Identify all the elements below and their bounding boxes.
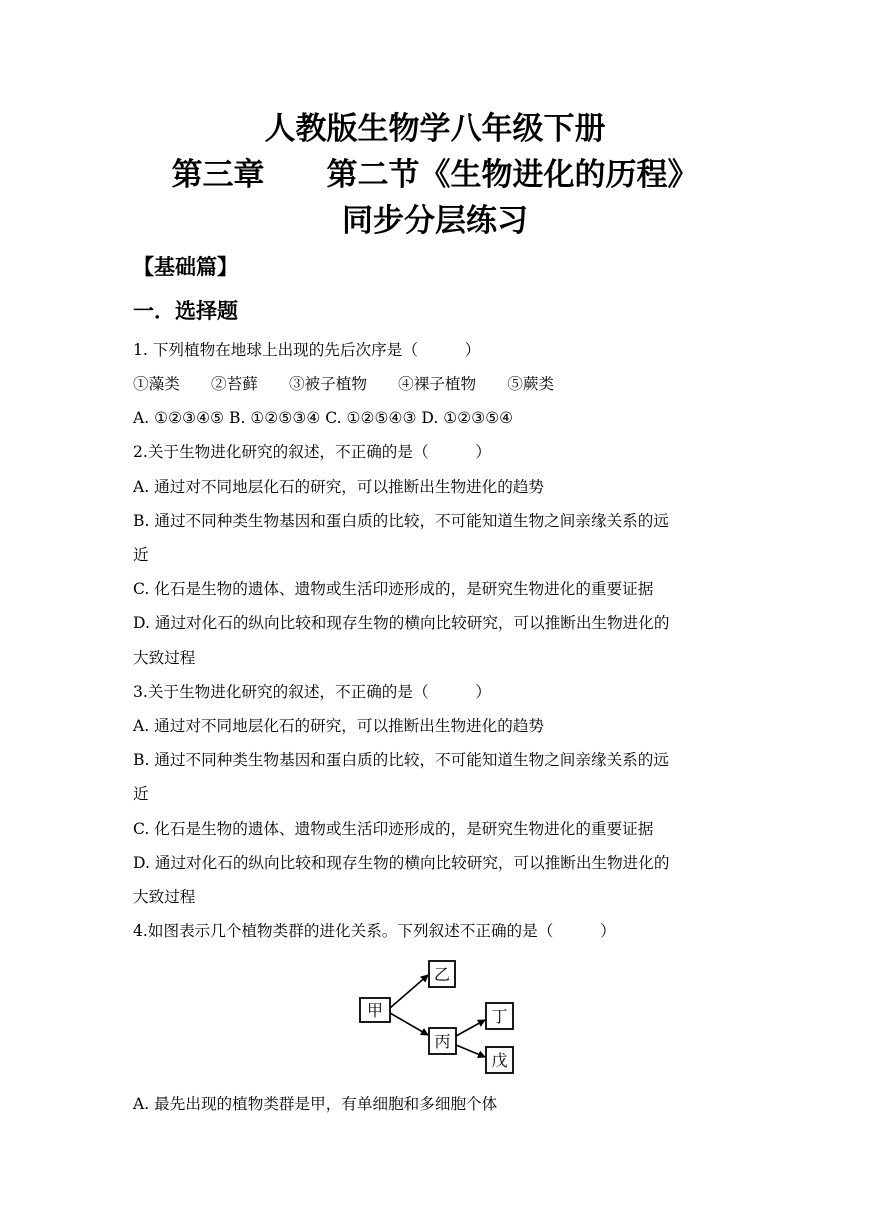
node-wu-label: 戊 — [491, 1051, 508, 1070]
q3-option-c: C. 化石是生物的遗体、遗物或生活印迹形成的，是研究生物进化的重要证据 — [133, 820, 654, 838]
q2-option-c: C. 化石是生物的遗体、遗物或生活印迹形成的，是研究生物进化的重要证据 — [133, 580, 654, 598]
node-bing — [429, 1028, 456, 1054]
q4-stem: 4.如图表示几个植物类群的进化关系。下列叙述不正确的是（ ） — [133, 922, 616, 940]
q2-option-d-line2: 大致过程 — [133, 649, 196, 667]
q2-option-a: A. 通过对不同地层化石的研究，可以推断出生物进化的趋势 — [133, 478, 545, 496]
edge-bing-wu — [456, 1045, 485, 1057]
node-jia — [360, 998, 390, 1022]
q3-option-b-line2: 近 — [133, 785, 149, 803]
node-yi-label: 乙 — [433, 965, 451, 984]
node-ding-label: 丁 — [491, 1007, 508, 1026]
q2-option-b-line2: 近 — [133, 546, 149, 564]
q3-option-d-line1: D. 通过对化石的纵向比较和现存生物的横向比较研究，可以推断出生物进化的 — [133, 854, 670, 872]
q1-options: A. ①②③④⑤ B. ①②⑤③④ C. ①②⑤④③ D. ①②③⑤④ — [133, 409, 514, 427]
edge-jia-yi — [390, 975, 428, 1008]
title-line-1: 人教版生物学八年级下册 — [264, 111, 606, 147]
node-jia-label: 甲 — [366, 1001, 384, 1020]
edge-jia-bing — [390, 1013, 428, 1035]
q3-option-d-line2: 大致过程 — [133, 888, 196, 906]
title-line-3: 同步分层练习 — [342, 203, 528, 239]
node-ding — [486, 1003, 513, 1029]
q3-stem: 3.关于生物进化研究的叙述，不正确的是（ ） — [133, 683, 491, 701]
q2-option-d-line1: D. 通过对化石的纵向比较和现存生物的横向比较研究，可以推断出生物进化的 — [133, 614, 670, 632]
node-yi — [429, 961, 455, 987]
node-wu — [486, 1047, 513, 1073]
q4-option-a: A. 最先出现的植物类群是甲，有单细胞和多细胞个体 — [133, 1095, 498, 1113]
q1-stem: 1. 下列植物在地球上出现的先后次序是（ ） — [133, 341, 481, 359]
title-line-2: 第三章 第二节《生物进化的历程》 — [171, 157, 699, 193]
section-choice-heading: 一．选择题 — [133, 299, 238, 323]
edge-bing-ding — [456, 1020, 485, 1036]
section-basic-heading: 【基础篇】 — [133, 255, 238, 279]
q2-stem: 2.关于生物进化研究的叙述，不正确的是（ ） — [133, 443, 491, 461]
q1-items: ①藻类 ②苔藓 ③被子植物 ④裸子植物 ⑤蕨类 — [133, 375, 555, 393]
q3-option-a: A. 通过对不同地层化石的研究，可以推断出生物进化的趋势 — [133, 717, 545, 735]
q2-option-b-line1: B. 通过不同种类生物基因和蛋白质的比较，不可能知道生物之间亲缘关系的远 — [133, 512, 669, 530]
q3-option-b-line1: B. 通过不同种类生物基因和蛋白质的比较，不可能知道生物之间亲缘关系的远 — [133, 751, 669, 769]
plant-evolution-diagram — [352, 953, 522, 1083]
node-bing-label: 丙 — [434, 1032, 451, 1051]
